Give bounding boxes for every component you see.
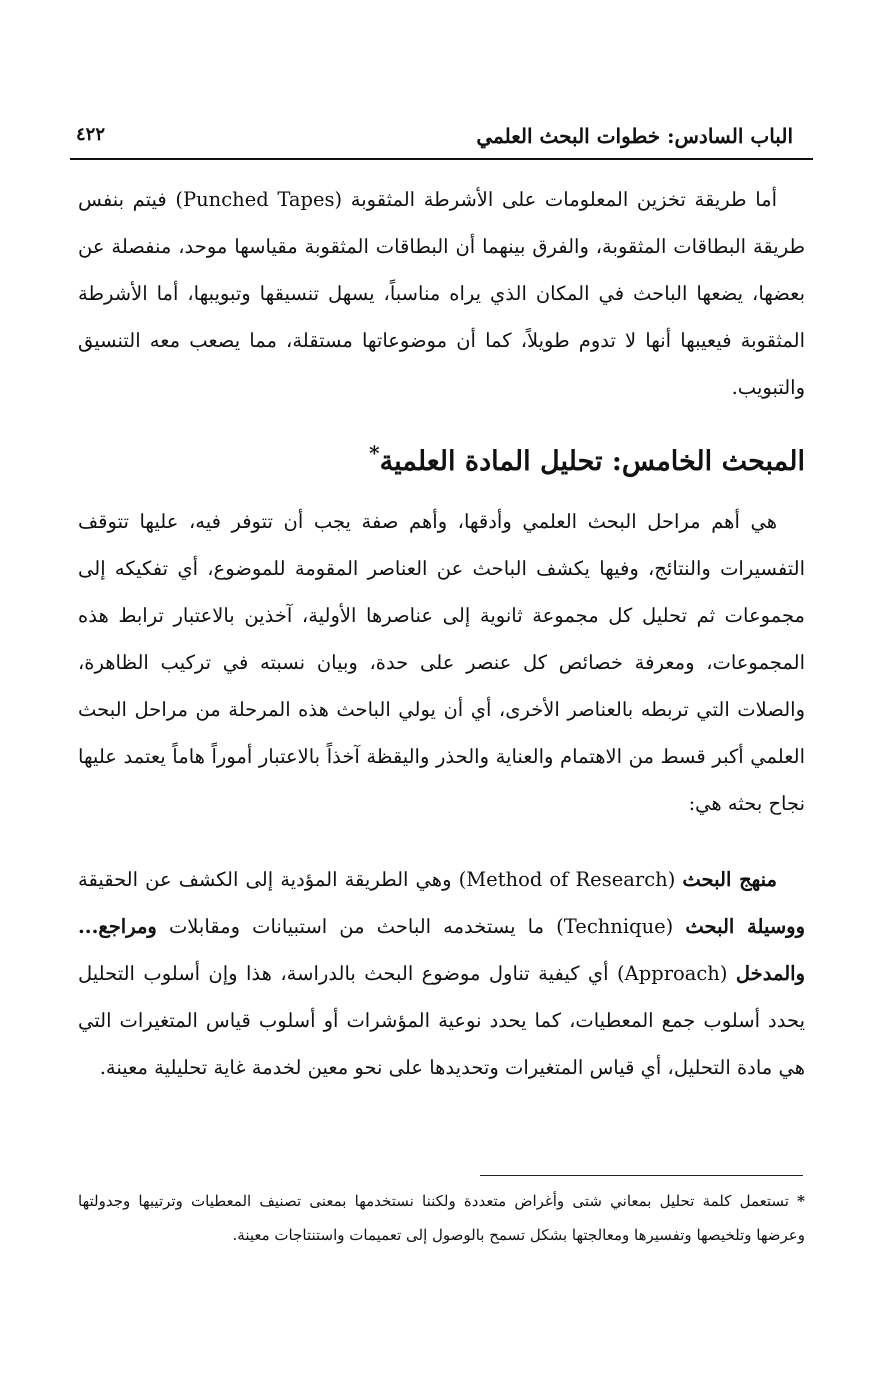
term-references: ومراجع... (78, 915, 157, 938)
page-header (70, 118, 813, 160)
page-number: ٤٢٢ (76, 124, 106, 145)
footnote-marker: * (369, 441, 380, 465)
paragraph-text: (Approach) أي كيفية تناول موضوع البحث بالدراسة، هذا وإن أسلوب التحليل يحدد أسلوب جمع المعطيات، كما يحدد نوعية المؤشرات أو أسلوب قياس المتغيرات التي هي مادة التحليل، أي قياس المتغيرات وتحديدها على نحو معين لخدمة غاية تحليلية معينة. (78, 962, 805, 1079)
footnote-text: تستعمل كلمة تحليل بمعاني شتى وأغراض متعددة ولكننا نستخدمها بمعنى تصنيف المعطيات وترتيبها وجدولتها وعرضها وتلخيصها وتفسيرها ومعالجتها بشكل تسمح بالوصول إلى تعميمات واستنتاجات معينة. (78, 1192, 805, 1244)
section-title: المبحث الخامس: تحليل المادة العلمية (379, 446, 805, 477)
term-approach: والمدخل (735, 962, 805, 985)
paragraph-text: هي أهم مراحل البحث العلمي وأدقها، وأهم صفة يجب أن تتوفر فيه، عليها تتوقف التفسيرات والنتائج، وفيها يكشف الباحث عن العناصر المقومة للموضوع، أي تفكيكه إلى مجموعات ثم تحليل كل مجموعة ثانوية إلى عناصرها الأولية، آخذين بالاعتبار ترابط هذه المجموعات، ومعرفة خصائص كل عنصر على حدة، وبيان نسبته في تركيب الظاهرة، والصلات التي تربطه بالعناصر الأخرى، أي أن يولي الباحث هذه المرحلة من مراحل البحث العلمي أكبر قسط من الاهتمام والعناية والحذر واليقظة آخذاً بالاعتبار أموراً هاماً يعتمد عليها نجاح بحثه هي: (78, 510, 805, 815)
paragraph-text: (Technique) ما يستخدمه الباحث من استبيانات ومقابلات (156, 915, 686, 938)
term-research-tool: ووسيلة البحث (685, 915, 806, 938)
running-title: الباب السادس: خطوات البحث العلمي (476, 124, 793, 148)
footnote-star: * (797, 1192, 805, 1210)
paragraph-text: أما طريقة تخزين المعلومات على الأشرطة المثقوبة (Punched Tapes) فيتم بنفس طريقة البطاقات المثقوبة، والفرق بينهما أن البطاقات المثقوبة مقياسها موحد، منفصلة عن بعضها، يضعها الباحث في المكان الذي يراه مناسباً، يسهل تنسيقها وتبويبها، أما الأشرطة المثقوبة فيعيبها أنها لا تدوم طويلاً، كما أن موضوعاتها مستقلة، مما يصعب معه التنسيق والتبويب. (78, 188, 805, 399)
term-research-method: منهج البحث (682, 868, 777, 891)
section-heading (78, 428, 805, 487)
paragraph-research-elements (78, 856, 805, 1091)
footnote (78, 1184, 805, 1252)
footnote-divider (480, 1175, 803, 1176)
paragraph-text: (Method of Research) وهي الطريقة المؤدية إلى الكشف عن الحقيقة (78, 868, 683, 891)
paragraph-analysis-definition (78, 498, 805, 827)
paragraph-punched-tapes (78, 176, 805, 411)
